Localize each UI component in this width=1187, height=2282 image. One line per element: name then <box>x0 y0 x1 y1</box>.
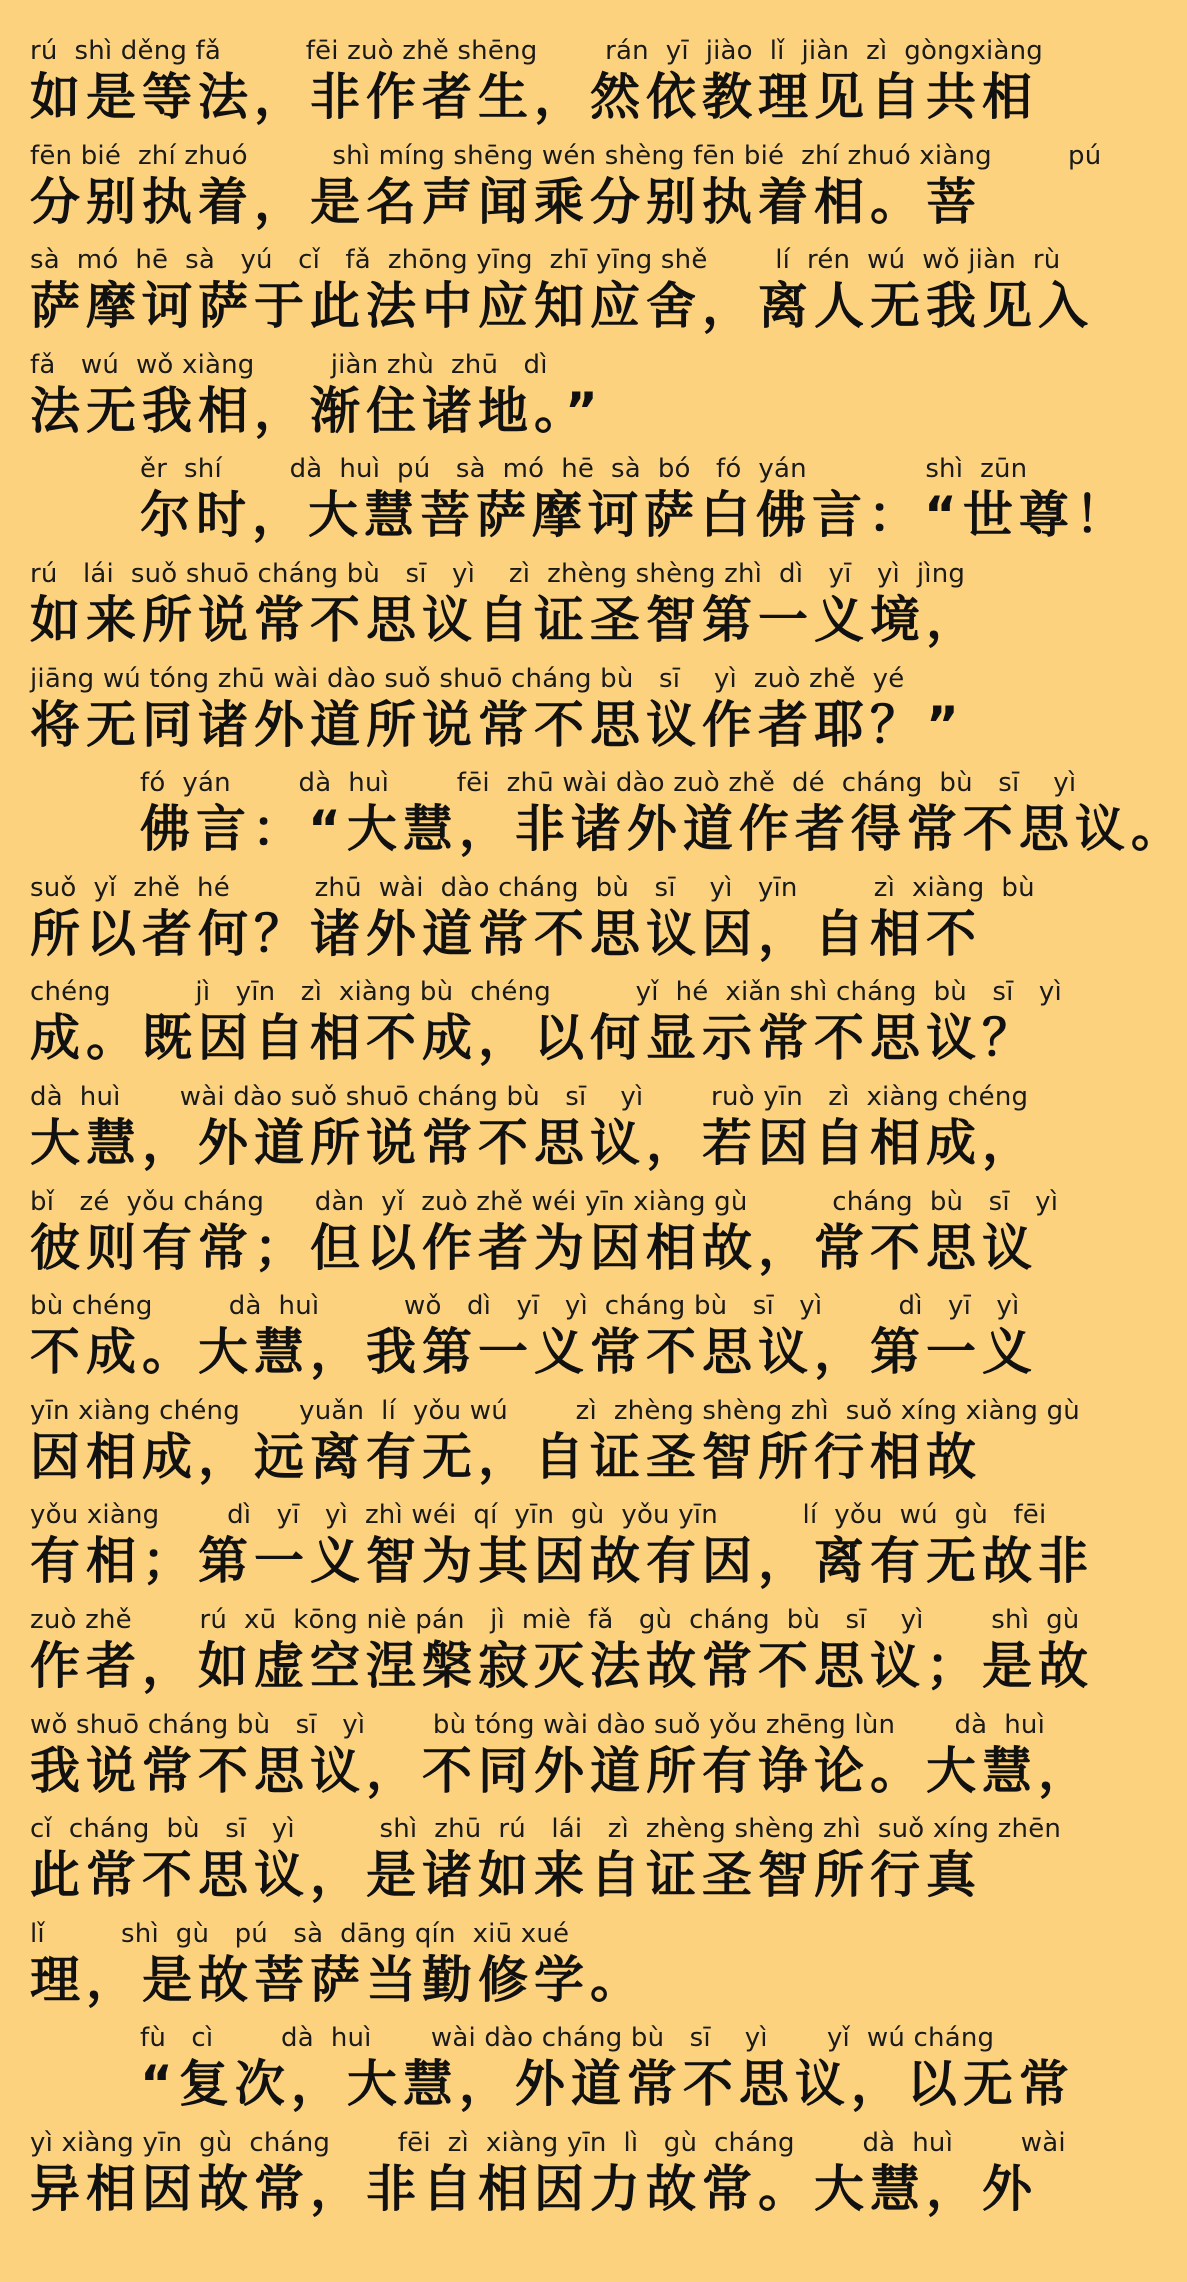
pinyin-annotation: zuò zhě rú xū kōng niè pán jì miè fǎ gù cháng bù sī yì shì gù <box>30 1604 1080 1635</box>
text-line <box>30 350 1058 455</box>
chinese-text: 分别执着，是名声闻乘分别执着相。菩 <box>30 172 982 231</box>
pinyin-annotation: dà huì wài dào suǒ shuō cháng bù sī yì ruò yīn zì xiàng chéng <box>30 1081 1029 1112</box>
pinyin-annotation: wǒ shuō cháng bù sī yì bù tóng wài dào suǒ yǒu zhēng lùn dà huì <box>30 1709 1046 1740</box>
pinyin-annotation: bǐ zé yǒu cháng dàn yǐ zuò zhě wéi yīn xiàng gù cháng bù sī yì <box>30 1186 1059 1217</box>
chinese-text: 萨摩诃萨于此法中应知应舍，离人无我见入 <box>30 277 1094 336</box>
text-line <box>30 1500 1094 1605</box>
text-line <box>30 1919 1058 2024</box>
chinese-text: 作者，如虚空涅槃寂灭法故常不思议；是故 <box>30 1636 1094 1695</box>
text-line <box>30 1082 1058 1187</box>
pinyin-annotation: fēn bié zhí zhuó shì míng shēng wén shèng fēn bié zhí zhuó xiàng pú <box>30 140 1102 171</box>
pinyin-annotation: bù chéng dà huì wǒ dì yī yì cháng bù sī yì dì yī yì <box>30 1291 1020 1322</box>
chinese-text: 所以者何？诸外道常不思议因，自相不 <box>30 904 982 963</box>
pinyin-annotation: yīn xiàng chéng yuǎn lí yǒu wú zì zhèng shèng zhì suǒ xíng xiàng gù <box>30 1395 1080 1426</box>
pinyin-annotation: ěr shí dà huì pú sà mó hē sà bó fó yán shì zūn <box>140 454 1028 485</box>
chinese-text: 此常不思议，是诸如来自证圣智所行真 <box>30 1846 982 1905</box>
chinese-text: “复次，大慧，外道常不思议，以无常 <box>140 2055 1075 2114</box>
chinese-text: 我说常不思议，不同外道所有诤论。大慧， <box>30 1741 1094 1800</box>
pinyin-annotation: lǐ shì gù pú sà dāng qín xiū xué <box>30 1918 570 1949</box>
text-line <box>30 1395 1080 1501</box>
chinese-text: 彼则有常；但以作者为因相故，常不思议 <box>30 1218 1038 1277</box>
text-line <box>30 2023 1075 2128</box>
text-line <box>30 559 1058 664</box>
pinyin-annotation: cǐ cháng bù sī yì shì zhū rú lái zì zhèng shèng zhì suǒ xíng zhēn <box>30 1814 1062 1845</box>
pinyin-annotation: rú lái suǒ shuō cháng bù sī yì zì zhèng shèng zhì dì yī yì jìng <box>30 558 966 589</box>
pinyin-annotation: jiāng wú tóng zhū wài dào suǒ shuō cháng bù sī yì zuò zhě yé <box>30 663 905 694</box>
text-line <box>30 1291 1058 1396</box>
chinese-text: 尔时，大慧菩萨摩诃萨白佛言：“世尊！ <box>140 486 1131 545</box>
pinyin-annotation: rú shì děng fǎ fēi zuò zhě shēng rán yī jiào lǐ jiàn zì gòngxiàng <box>30 36 1044 66</box>
text-line <box>30 36 1058 141</box>
text-line <box>30 1814 1062 1919</box>
text-line <box>30 454 1131 559</box>
text-line <box>30 140 1102 246</box>
pinyin-annotation: suǒ yǐ zhě hé zhū wài dào cháng bù sī yì yīn zì xiàng bù <box>30 872 1035 903</box>
text-line <box>30 768 1187 873</box>
text-line <box>30 664 1058 769</box>
chinese-text: 有相；第一义智为其因故有因，离有无故非 <box>30 1532 1094 1591</box>
chinese-text: 因相成，远离有无，自证圣智所行相故 <box>30 1427 982 1486</box>
pinyin-annotation: yì xiàng yīn gù cháng fēi zì xiàng yīn lì gù cháng dà huì wài <box>30 2127 1066 2158</box>
pinyin-annotation: fó yán dà huì fēi zhū wài dào zuò zhě dé cháng bù sī yì <box>140 768 1077 799</box>
chinese-text: 成。既因自相不成，以何显示常不思议？ <box>30 1009 1038 1068</box>
text-line <box>30 977 1062 1082</box>
chinese-text: 异相因故常，非自相因力故常。大慧，外 <box>30 2159 1038 2218</box>
pinyin-annotation: fǎ wú wǒ xiàng jiàn zhù zhū dì <box>30 349 548 380</box>
chinese-text: 佛言：“大慧，非诸外道作者得常不思议。 <box>140 800 1187 859</box>
pinyin-annotation: sà mó hē sà yú cǐ fǎ zhōng yīng zhī yīng shě lí rén wú wǒ jiàn rù <box>30 245 1061 276</box>
chinese-text: 不成。大慧，我第一义常不思议，第一义 <box>30 1323 1038 1382</box>
chinese-text: 如是等法，非作者生，然依教理见自共相 <box>30 68 1038 126</box>
pinyin-annotation: fù cì dà huì wài dào cháng bù sī yì yǐ wú cháng <box>140 2023 995 2054</box>
text-line <box>30 1604 1094 1710</box>
text-line <box>30 873 1058 978</box>
chinese-text: 法无我相，渐住诸地。” <box>30 381 604 440</box>
text-line <box>30 2127 1066 2233</box>
text-line <box>30 245 1094 350</box>
text-line <box>30 1709 1094 1815</box>
chinese-text: 将无同诸外道所说常不思议作者耶？” <box>30 695 965 754</box>
pinyin-annotation: chéng jì yīn zì xiàng bù chéng yǐ hé xiǎn shì cháng bù sī yì <box>30 977 1062 1008</box>
pinyin-annotation: yǒu xiàng dì yī yì zhì wéi qí yīn gù yǒu yīn lí yǒu wú gù fēi <box>30 1500 1047 1531</box>
chinese-text: 如来所说常不思议自证圣智第一义境， <box>30 590 982 649</box>
chinese-text: 大慧，外道所说常不思议，若因自相成， <box>30 1113 1038 1172</box>
chinese-text: 理，是故菩萨当勤修学。 <box>30 1950 646 2009</box>
text-line <box>30 1187 1058 1292</box>
